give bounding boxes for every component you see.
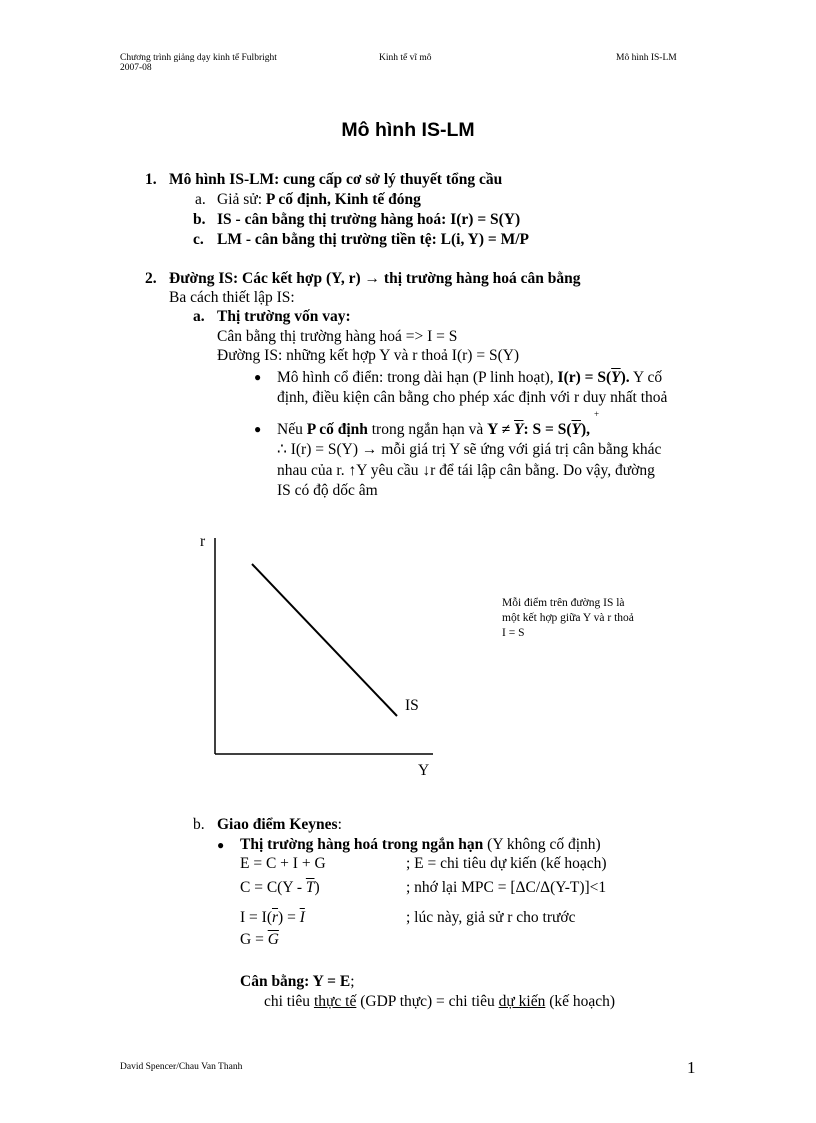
bullet-icon: ● — [217, 838, 225, 852]
bullet2-line1 — [277, 420, 590, 440]
section1-heading: Mô hình IS-LM: cung cấp cơ sở lý thuyết tổng cầu — [169, 171, 503, 188]
bullet1-text-end: Y cố — [629, 369, 663, 386]
equation-c-a: C = C(Y - — [240, 879, 306, 896]
bullet2-text-a: Nếu — [277, 421, 307, 438]
section1-c-letter: c. — [193, 231, 204, 248]
eqdef-c: (kế hoạch) — [545, 993, 616, 1010]
section2-a-line1: Cân bằng thị trường hàng hoá => I = S — [217, 328, 458, 345]
section2b-bullet-rest: (Y không cố định) — [483, 836, 601, 853]
bullet2-line4: IS có độ dốc âm — [277, 482, 378, 499]
equilibrium-definition — [264, 992, 615, 1012]
section2-number: 2. — [145, 270, 157, 287]
equation-i-b: ) = — [278, 909, 300, 926]
equation-i — [240, 908, 305, 928]
diagram-note-line3: I = S — [502, 627, 525, 639]
bullet1-eq-end: ). — [620, 369, 630, 386]
eqdef-b: (GDP thực) = chi tiêu — [356, 993, 499, 1010]
section1-b-item: IS - cân bằng thị trường hàng hoá: I(r) = S(Y) — [217, 211, 521, 228]
section1-a-letter: a. — [195, 191, 206, 208]
header-left — [120, 53, 277, 73]
eqdef-a: chi tiêu — [264, 993, 314, 1010]
bullet2-line3: nhau của r. ↑Y yêu cầu ↓r để tái lập cân bằng. Do vậy, đường — [277, 462, 655, 479]
eqdef-planned: dự kiến — [498, 993, 546, 1010]
equilibrium-label — [240, 972, 355, 992]
equation-e: E = C + I + G — [240, 855, 326, 872]
section2b-bullet — [240, 835, 601, 855]
section2b-bullet-bold: Thị trường hàng hoá trong ngắn hạn — [240, 836, 484, 853]
equilibrium-semicolon: ; — [350, 973, 355, 990]
bullet2-bold-d: ), — [580, 421, 591, 438]
ybar-symbol: $\overline{Y}$ — [514, 421, 524, 438]
bullet2-line2: ∴ I(r) = S(Y) → mỗi giá trị Y sẽ ứng với giá trị cân bằng khác — [277, 441, 662, 458]
plus-superscript: + — [594, 409, 600, 419]
section2b-heading-text: Giao điểm Keynes — [217, 816, 338, 833]
section2-intro: Ba cách thiết lập IS: — [169, 289, 295, 306]
diagram-note — [502, 596, 634, 641]
bullet2-bold-a: P cố định — [306, 421, 368, 438]
equilibrium-bold: Cân bằng: Y = E — [240, 973, 351, 990]
bullet1-eq-start: I(r) = S( — [557, 369, 612, 386]
section2b-letter: b. — [193, 816, 205, 833]
section1-a-prefix: Giả sử: — [217, 191, 266, 208]
ibar-symbol: $\overline{I}$ — [299, 909, 305, 926]
bullet2-bold-c: : S = S( — [523, 421, 572, 438]
footer-authors: David Spencer/Chau Van Thanh — [120, 1062, 243, 1072]
is-curve-diagram — [190, 530, 450, 790]
bullet2-bold-b: Y ≠ — [487, 421, 514, 438]
equation-c-b: ) — [314, 879, 320, 896]
rbar-symbol: $\overline{r}$ — [271, 909, 279, 926]
bullet1-line2: định, điều kiện cân bằng cho phép xác định với r duy nhất thoả — [277, 389, 668, 406]
diagram-note-line1: Mỗi điểm trên đường IS là — [502, 597, 625, 609]
ybar-symbol: $\overline{Y}$ — [611, 369, 621, 386]
x-axis-label: Y — [418, 762, 430, 779]
equation-i-a: I = I( — [240, 909, 272, 926]
section1-a-bold: P cố định, Kinh tế đóng — [265, 191, 421, 208]
bullet-icon: ● — [254, 422, 262, 436]
section2b-colon: : — [337, 816, 342, 833]
header-year: 2007-08 — [120, 63, 152, 73]
bullet1-line1 — [277, 368, 662, 388]
section2b-heading — [217, 815, 342, 835]
bullet2-text-b: trong ngắn hạn và — [367, 421, 488, 438]
eqdef-actual: thực tế — [313, 993, 357, 1010]
section1-number: 1. — [145, 171, 157, 188]
page-number: 1 — [687, 1058, 696, 1077]
header-program: Chương trình giảng dạy kinh tế Fulbright — [120, 53, 277, 63]
equation-i-note: ; lúc này, giả sử r cho trước — [406, 909, 576, 926]
bullet1-text: Mô hình cổ điển: trong dài hạn (P linh hoạt), — [277, 369, 558, 386]
section1-a-item — [217, 190, 421, 210]
equation-g — [240, 930, 279, 950]
header-center: Kinh tế vĩ mô — [379, 53, 432, 63]
equation-e-note: ; E = chi tiêu dự kiến (kế hoạch) — [406, 855, 607, 872]
equation-g-a: G = — [240, 931, 268, 948]
header-right: Mô hình IS-LM — [616, 53, 677, 63]
equation-c — [240, 878, 320, 898]
section2-a-line2: Đường IS: những kết hợp Y và r thoả I(r) = S(Y) — [217, 347, 520, 364]
gbar-symbol: $\overline{G}$ — [267, 931, 279, 948]
section2-a-heading: Thị trường vốn vay: — [217, 308, 351, 325]
y-axis-label: r — [200, 533, 206, 550]
equation-c-note: ; nhớ lại MPC = [ΔC/Δ(Y-T)]<1 — [406, 879, 607, 896]
ybar-symbol: $\overline{Y}$ — [571, 421, 581, 438]
section2-a-letter: a. — [193, 308, 205, 325]
section2-heading: Đường IS: Các kết hợp (Y, r) → thị trường hàng hoá cân bằng — [169, 270, 581, 287]
page-title: Mô hình IS-LM — [341, 119, 475, 141]
diagram-note-line2: một kết hợp giữa Y và r thoả — [502, 612, 634, 624]
is-curve-label: IS — [405, 697, 419, 714]
bullet-icon: ● — [254, 370, 262, 384]
is-curve — [252, 564, 397, 716]
section1-b-letter: b. — [193, 211, 206, 228]
tbar-symbol: $\overline{T}$ — [305, 879, 315, 896]
section1-c-item: LM - cân bằng thị trường tiền tệ: L(i, Y) = M/P — [217, 231, 529, 248]
